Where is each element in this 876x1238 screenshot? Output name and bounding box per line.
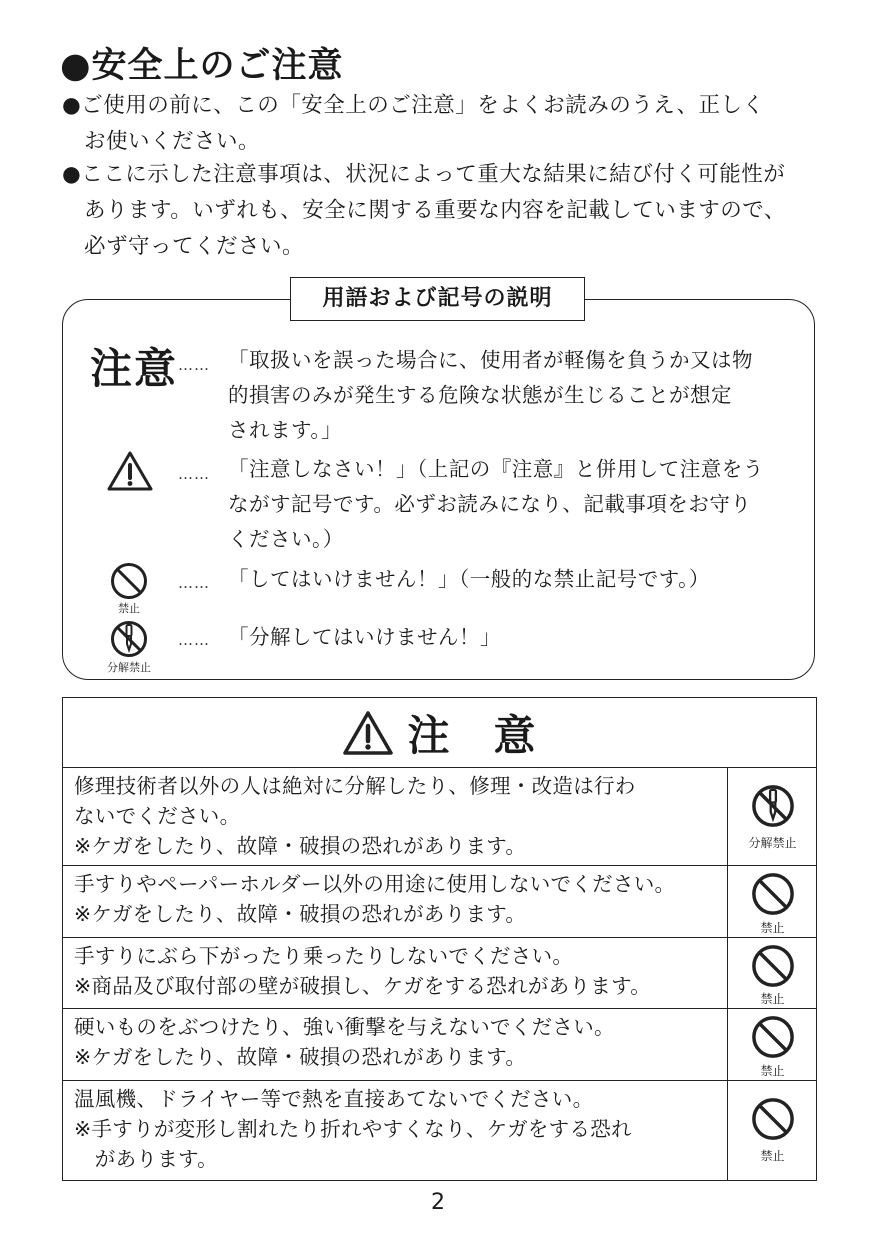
caution-table-title: 注 意 (407, 711, 537, 760)
row-line: ※ケガをしたり、故障・破損の恐れがあります。 (74, 834, 527, 858)
prohibited-icon (751, 1097, 795, 1141)
caution-row (62, 1009, 817, 1081)
icon-caption: 禁止 (760, 992, 785, 1006)
intro-paragraph-1 (62, 88, 765, 160)
caution-row-icon-cell (727, 1081, 817, 1181)
caution-row-text (74, 1084, 632, 1174)
row-line: ※ケガをしたり、故障・破損の恐れがあります。 (74, 1045, 527, 1069)
triangle-def-line-3: ください。） (228, 527, 344, 551)
caution-def-line-1: 「取扱いを誤った場合に、使用者が軽傷を負うか又は物 (228, 348, 753, 372)
intro-paragraph-2 (62, 157, 786, 265)
page-title: ●安全上のご注意 (60, 46, 344, 86)
disassemble-definition: 「分解してはいけません！」 (228, 625, 501, 649)
no-disassembly-caption: 分解禁止 (107, 661, 151, 674)
prohibited-icon (751, 872, 795, 916)
legend-title: 用語および記号の説明 (290, 277, 585, 321)
triangle-def-line-1: 「注意しなさい！」（上記の『注意』と併用して注意をう (228, 457, 764, 481)
row-line: 硬いものをぶつけたり、強い衝撃を与えないでください。 (74, 1015, 615, 1039)
row-line: ※ケガをしたり、故障・破損の恐れがあります。 (74, 902, 527, 926)
prohibited-icon (751, 1015, 795, 1059)
icon-caption: 禁止 (760, 1064, 785, 1078)
row-line: 温風機、ドライヤー等で熱を直接あてないでください。 (74, 1087, 594, 1111)
intro-1-line-2: お使いください。 (84, 129, 261, 154)
prohibited-icon (110, 562, 148, 604)
caution-table-header (62, 697, 817, 768)
prohibited-caption: 禁止 (118, 602, 140, 615)
leader-dots: …… (178, 631, 210, 649)
caution-row-text (74, 869, 675, 929)
caution-row-icon-cell (727, 866, 817, 937)
caution-row-icon-cell (727, 938, 817, 1008)
caution-definition (228, 343, 753, 448)
caution-row-text (74, 1012, 615, 1072)
icon-caption: 禁止 (760, 921, 785, 935)
prohibited-icon (751, 944, 795, 988)
row-line: ないでください。 (74, 804, 241, 828)
row-line: があります。 (74, 1147, 218, 1171)
triangle-definition (228, 452, 764, 557)
row-line: ※商品及び取付部の壁が破損し、ケガをする恐れがあります。 (74, 974, 652, 998)
row-line: 手すりやペーパーホルダー以外の用途に使用しないでください。 (74, 872, 676, 896)
intro-2-line-3: 必ず守ってください。 (84, 234, 305, 259)
intro-1-line-1: ●ご使用の前に、この「安全上のご注意」をよくお読みのうえ、正しく (62, 93, 765, 118)
intro-2-line-1: ●ここに示した注意事項は、状況によって重大な結果に結び付く可能性が (62, 162, 786, 187)
no-disassembly-icon (751, 784, 795, 828)
leader-dots: …… (178, 465, 210, 483)
caution-word: 注意 (90, 344, 179, 393)
caution-row (62, 1081, 817, 1181)
caution-row-text (74, 771, 636, 861)
icon-caption: 禁止 (760, 1149, 785, 1163)
caution-row (62, 938, 817, 1009)
icon-caption: 分解禁止 (748, 836, 797, 850)
caution-def-line-3: されます。」 (228, 418, 343, 442)
leader-dots: …… (178, 574, 210, 592)
caution-row-icon-cell (727, 768, 817, 865)
warning-triangle-icon (106, 450, 154, 496)
leader-dots: …… (178, 356, 210, 374)
warning-triangle-icon (342, 710, 394, 756)
row-line: 手すりにぶら下がったり乗ったりしないでください。 (74, 944, 574, 968)
prohibit-definition: 「してはいけません！」（一般的な禁止記号です。） (228, 567, 710, 591)
caution-def-line-2: 的損害のみが発生する危険な状態が生じることが想定 (228, 383, 732, 407)
caution-row-icon-cell (727, 1009, 817, 1080)
intro-2-line-2: あります。いずれも、安全に関する重要な内容を記載していますので、 (84, 198, 786, 223)
no-disassembly-icon (110, 620, 148, 662)
caution-row-text (74, 941, 651, 1001)
triangle-def-line-2: ながす記号です。必ずお読みになり、記載事項をお守り (228, 492, 752, 516)
caution-row (62, 866, 817, 938)
caution-row (62, 768, 817, 866)
row-line: 修理技術者以外の人は絶対に分解したり、修理・改造は行わ (74, 774, 636, 798)
page-number: 2 (431, 1190, 445, 1215)
row-line: ※手すりが変形し割れたり折れやすくなり、ケガをする恐れ (74, 1117, 632, 1141)
